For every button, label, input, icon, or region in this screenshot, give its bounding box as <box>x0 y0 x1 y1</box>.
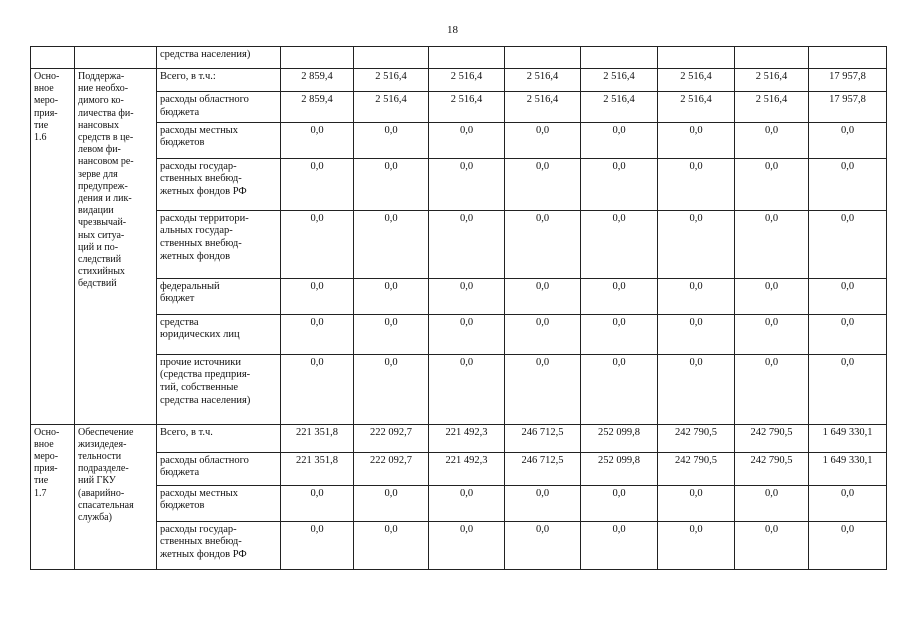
value-cell: 0,0 <box>281 210 354 278</box>
value-cell: 0,0 <box>735 278 809 314</box>
value-cell: 2 516,4 <box>429 69 505 92</box>
value-cell: 0,0 <box>429 122 505 158</box>
funding-source-cell: федеральный бюджет <box>157 278 281 314</box>
budget-table <box>30 46 887 570</box>
value-cell: 252 099,8 <box>581 452 658 485</box>
value-cell: 221 351,8 <box>281 452 354 485</box>
table-row <box>31 122 887 158</box>
value-cell: 221 492,3 <box>429 424 505 452</box>
value-cell: 0,0 <box>658 485 735 521</box>
value-cell: 0,0 <box>735 314 809 354</box>
value-cell: 2 516,4 <box>354 69 429 92</box>
value-cell: 0,0 <box>735 158 809 210</box>
value-cell: 246 712,5 <box>505 424 581 452</box>
funding-source-cell: расходы местных бюджетов <box>157 122 281 158</box>
value-cell: 2 516,4 <box>429 92 505 123</box>
funding-source-cell: расходы областного бюджета <box>157 92 281 123</box>
value-cell: 0,0 <box>354 278 429 314</box>
value-cell: 0,0 <box>281 354 354 424</box>
value-cell: 0,0 <box>581 314 658 354</box>
value-cell: 222 092,7 <box>354 424 429 452</box>
value-cell: 2 516,4 <box>354 92 429 123</box>
value-cell: 242 790,5 <box>658 452 735 485</box>
value-cell: 252 099,8 <box>581 424 658 452</box>
value-cell: 2 516,4 <box>658 69 735 92</box>
value-cell: 0,0 <box>809 278 887 314</box>
value-cell: 0,0 <box>505 485 581 521</box>
table-row <box>31 521 887 569</box>
measure-description-cell: Поддержа- ние необхо- димого ко- личества фи- нансовых средств в це- левом фи- нансовом ре- зерве для предупреж- дения и лик- видации чрезвычай- ных ситуа- ций и по- следствий стихийных бедствий <box>75 69 157 425</box>
value-cell: 242 790,5 <box>735 424 809 452</box>
funding-source-cell: Всего, в т.ч.: <box>157 69 281 92</box>
value-cell: 0,0 <box>809 485 887 521</box>
value-cell: 0,0 <box>281 122 354 158</box>
funding-source-cell: средства юридических лиц <box>157 314 281 354</box>
description-cell <box>75 47 157 69</box>
value-cell: 2 516,4 <box>581 92 658 123</box>
budget-table-body <box>31 47 887 570</box>
table-row <box>31 92 887 123</box>
value-cell: 246 712,5 <box>505 452 581 485</box>
funding-source-cell: расходы государ- ственных внебюд- жетных фондов РФ <box>157 158 281 210</box>
value-cell: 2 516,4 <box>581 69 658 92</box>
value-cell: 0,0 <box>658 122 735 158</box>
value-cell: 0,0 <box>354 210 429 278</box>
value-cell: 2 516,4 <box>735 69 809 92</box>
value-cell: 2 516,4 <box>658 92 735 123</box>
value-cell: 0,0 <box>505 278 581 314</box>
value-cell: 0,0 <box>505 210 581 278</box>
value-cell: 0,0 <box>505 122 581 158</box>
value-cell: 2 859,4 <box>281 69 354 92</box>
page-number: 18 <box>447 24 458 36</box>
value-cell: 0,0 <box>581 521 658 569</box>
value-cell: 0,0 <box>809 122 887 158</box>
value-cell <box>658 47 735 69</box>
measure-code-cell: Осно- вное меро- прия- тие 1.6 <box>31 69 75 425</box>
value-cell: 0,0 <box>809 314 887 354</box>
value-cell: 0,0 <box>809 210 887 278</box>
value-cell: 0,0 <box>581 278 658 314</box>
value-cell: 0,0 <box>354 521 429 569</box>
value-cell: 0,0 <box>354 314 429 354</box>
value-cell: 0,0 <box>581 485 658 521</box>
value-cell: 0,0 <box>429 210 505 278</box>
table-row <box>31 485 887 521</box>
value-cell <box>809 47 887 69</box>
value-cell: 0,0 <box>658 278 735 314</box>
table-row <box>31 69 887 92</box>
value-cell: 0,0 <box>429 314 505 354</box>
value-cell: 1 649 330,1 <box>809 424 887 452</box>
value-cell: 0,0 <box>281 485 354 521</box>
value-cell: 0,0 <box>429 354 505 424</box>
funding-source-cell: расходы местных бюджетов <box>157 485 281 521</box>
value-cell: 0,0 <box>581 158 658 210</box>
value-cell: 1 649 330,1 <box>809 452 887 485</box>
table-row <box>31 278 887 314</box>
value-cell <box>735 47 809 69</box>
value-cell: 0,0 <box>354 158 429 210</box>
value-cell: 0,0 <box>809 521 887 569</box>
value-cell: 0,0 <box>735 210 809 278</box>
value-cell: 0,0 <box>735 521 809 569</box>
funding-source-cell: расходы областного бюджета <box>157 452 281 485</box>
funding-source-cell: прочие источники (средства предприя- тий, собственные средства населения) <box>157 354 281 424</box>
value-cell: 0,0 <box>658 210 735 278</box>
value-cell: 2 516,4 <box>505 69 581 92</box>
value-cell: 0,0 <box>658 521 735 569</box>
measure-description-cell: Обеспечение жизидедея- тельности подразделе- ний ГКУ (аварийно- спасательная служба) <box>75 424 157 569</box>
funding-source-cell: Всего, в т.ч. <box>157 424 281 452</box>
value-cell: 242 790,5 <box>735 452 809 485</box>
value-cell: 0,0 <box>809 158 887 210</box>
value-cell: 2 859,4 <box>281 92 354 123</box>
value-cell: 0,0 <box>505 354 581 424</box>
table-row-continuation <box>31 47 887 69</box>
code-cell <box>31 47 75 69</box>
value-cell: 0,0 <box>735 122 809 158</box>
value-cell: 0,0 <box>505 314 581 354</box>
value-cell: 0,0 <box>735 485 809 521</box>
value-cell: 0,0 <box>281 521 354 569</box>
value-cell: 222 092,7 <box>354 452 429 485</box>
value-cell: 2 516,4 <box>735 92 809 123</box>
value-cell <box>505 47 581 69</box>
value-cell: 0,0 <box>505 158 581 210</box>
funding-source-cell: расходы территори- альных государ- ственных внебюд- жетных фондов <box>157 210 281 278</box>
table-row <box>31 210 887 278</box>
value-cell: 0,0 <box>281 158 354 210</box>
value-cell: 221 351,8 <box>281 424 354 452</box>
value-cell: 0,0 <box>581 210 658 278</box>
value-cell: 0,0 <box>581 354 658 424</box>
table-row <box>31 314 887 354</box>
table-row <box>31 424 887 452</box>
value-cell: 0,0 <box>658 354 735 424</box>
value-cell <box>281 47 354 69</box>
value-cell: 2 516,4 <box>505 92 581 123</box>
table-row <box>31 452 887 485</box>
value-cell: 17 957,8 <box>809 69 887 92</box>
value-cell <box>354 47 429 69</box>
value-cell: 17 957,8 <box>809 92 887 123</box>
value-cell <box>581 47 658 69</box>
value-cell: 0,0 <box>354 354 429 424</box>
value-cell: 0,0 <box>354 485 429 521</box>
value-cell: 0,0 <box>581 122 658 158</box>
value-cell: 0,0 <box>281 314 354 354</box>
value-cell: 0,0 <box>429 521 505 569</box>
value-cell: 0,0 <box>809 354 887 424</box>
value-cell: 221 492,3 <box>429 452 505 485</box>
value-cell: 0,0 <box>658 314 735 354</box>
value-cell: 242 790,5 <box>658 424 735 452</box>
value-cell: 0,0 <box>429 278 505 314</box>
table-row <box>31 354 887 424</box>
value-cell: 0,0 <box>429 158 505 210</box>
value-cell: 0,0 <box>658 158 735 210</box>
table-row <box>31 158 887 210</box>
source-cell: средства населения) <box>157 47 281 69</box>
funding-source-cell: расходы государ- ственных внебюд- жетных фондов РФ <box>157 521 281 569</box>
value-cell: 0,0 <box>735 354 809 424</box>
value-cell: 0,0 <box>429 485 505 521</box>
value-cell: 0,0 <box>281 278 354 314</box>
value-cell: 0,0 <box>505 521 581 569</box>
measure-code-cell: Осно- вное меро- прия- тие 1.7 <box>31 424 75 569</box>
value-cell <box>429 47 505 69</box>
value-cell: 0,0 <box>354 122 429 158</box>
